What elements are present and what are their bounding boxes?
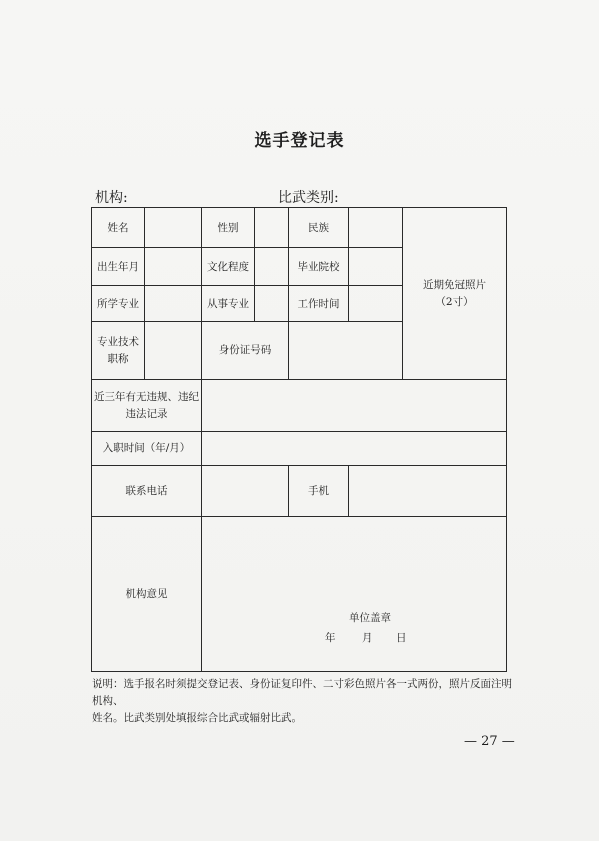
major-label: 所学专业 [97, 297, 139, 310]
entry-date-field[interactable] [202, 432, 506, 465]
phone-label: 联系电话 [125, 484, 168, 497]
education-field[interactable] [255, 248, 288, 286]
opinion-label: 机构意见 [125, 587, 168, 600]
graduate-school-field[interactable] [349, 248, 402, 286]
violations-label [92, 380, 201, 431]
birth-date-label: 出生年月 [97, 260, 139, 273]
entry-date-label: 入职时间（年/月） [102, 442, 191, 455]
violations-line2: 违法记录 [125, 407, 168, 420]
gender-label: 性别 [217, 221, 239, 234]
id-number-label: 身份证号码 [218, 344, 272, 357]
work-start-field[interactable] [349, 286, 402, 322]
category-label: 比武类别: [278, 190, 339, 206]
violations-field[interactable] [202, 380, 506, 431]
photo-size-label: （2寸） [435, 295, 474, 308]
footnote-line1: 说明：选手报名时须提交登记表、身份证复印件、二寸彩色照片各一式两份，照片反面注明机构、 [92, 678, 512, 707]
footnote-line2: 姓名。比武类别处填报综合比武或辐射比武。 [92, 711, 302, 724]
opinion-field[interactable] [202, 517, 506, 671]
ethnicity-field[interactable] [349, 208, 402, 248]
graduate-school-label: 毕业院校 [297, 260, 340, 273]
name-label: 姓名 [107, 221, 129, 234]
education-label: 文化程度 [207, 260, 249, 273]
year-label: 年 [325, 632, 336, 644]
photo-placeholder[interactable] [403, 208, 506, 379]
month-label: 月 [362, 632, 373, 644]
name-field[interactable] [145, 208, 201, 248]
mobile-label: 手机 [308, 484, 329, 497]
professional-title-label [92, 322, 144, 379]
professional-title-line1: 专业技术 [97, 335, 139, 348]
profession-label: 从事专业 [207, 297, 249, 310]
work-start-label: 工作时间 [297, 297, 340, 310]
seal-label: 单位盖章 [349, 612, 391, 624]
id-number-field[interactable] [289, 322, 402, 379]
photo-label: 近期免冠照片 [423, 278, 486, 291]
gender-field[interactable] [255, 208, 288, 248]
profession-field[interactable] [255, 286, 288, 322]
page-number: — 27 — [464, 734, 515, 749]
ethnicity-label: 民族 [308, 221, 329, 234]
mobile-field[interactable] [349, 466, 506, 516]
footnote [92, 676, 522, 726]
phone-field[interactable] [202, 466, 288, 516]
violations-line1: 近三年有无违规、违纪 [94, 390, 199, 403]
birth-date-field[interactable] [145, 248, 201, 286]
major-field[interactable] [145, 286, 201, 322]
professional-title-line2: 职称 [107, 352, 129, 365]
day-label: 日 [396, 632, 407, 644]
organization-label: 机构: [95, 190, 128, 206]
professional-title-field[interactable] [145, 322, 201, 379]
form-title: 选手登记表 [254, 131, 345, 151]
